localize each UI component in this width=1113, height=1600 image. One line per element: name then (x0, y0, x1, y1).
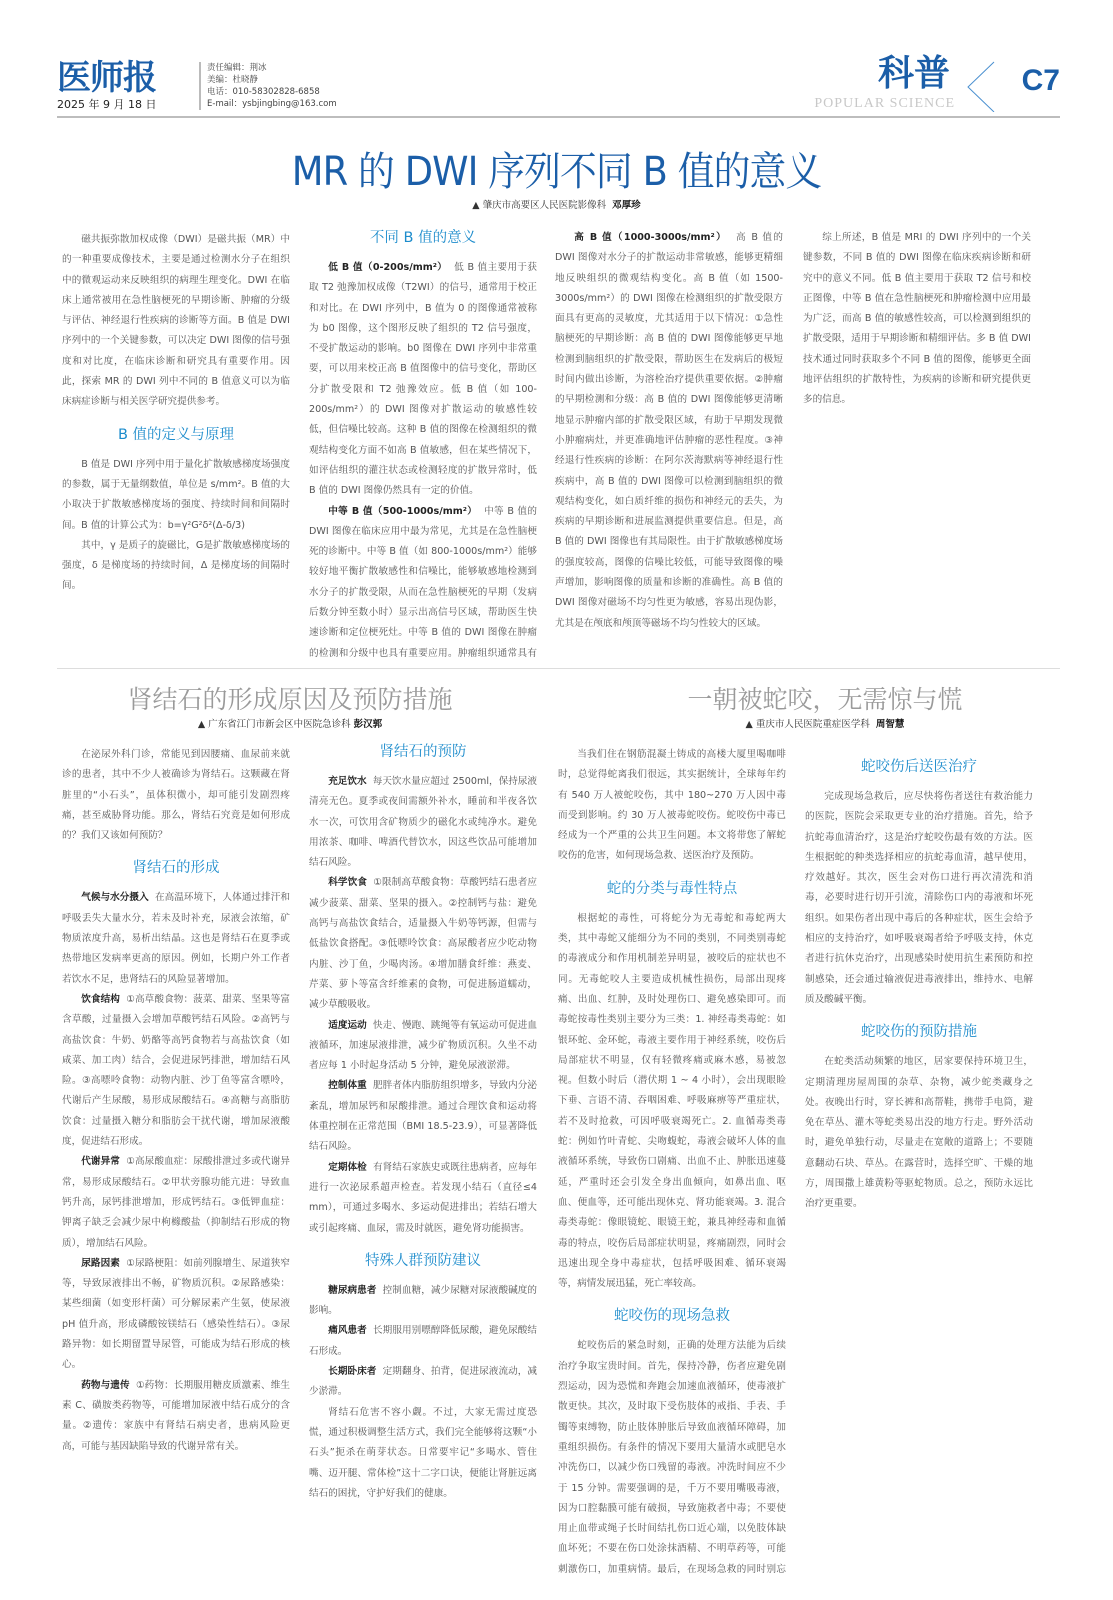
editor-line: 责任编辑：荆冰 (207, 63, 267, 73)
paragraph-lead: 尿路因素 (81, 1257, 120, 1269)
article1-col2 (309, 228, 537, 664)
editor-info (207, 62, 337, 110)
paragraph-text: 控制血糖，减少尿糖对尿液酸碱度的影响。 (309, 1284, 537, 1317)
paragraph-lead: 低 B 值（0-200s/mm²） (328, 262, 448, 273)
masthead (57, 53, 1060, 118)
paragraph-lead: 饮食结构 (81, 993, 120, 1005)
paragraph: 蛇咬伤后的紧急时刻，正确的处理方法能为后续治疗争取宝贵时间。首先，保持冷静，伤者应避免剧烈运动，因为恐慌和奔跑会加速血液循环，使毒液扩散更快。其次，及时取下受伤肢体的戒指、手表、手镯等束缚物，防止肢体肿胀后导致血液循环障碍，加重组织损伤。有条件的情况下要用大量清水或肥皂水冲洗伤口，以减少伤口残留的毒液。冲洗时间应不少于 15 分钟。需要强调的是，千万不要用嘴吸毒液，因为口腔黏膜可能有破损，导致施救者中毒；不要使用止血带或绳子长时间结扎伤口近心端，以免肢体缺血坏死；不要在伤口处涂抹酒精、不明草药等，可能刺激伤口，加重病情。最后，在现场急救的同时别忘 (558, 1340, 786, 1575)
article-divider (57, 668, 1060, 669)
subheading: 蛇咬伤后送医治疗 (861, 759, 977, 775)
paragraph-lead: 充足饮水 (328, 776, 367, 787)
paragraph (309, 1076, 537, 1157)
article2-title: 肾结石的形成原因及预防措施 (127, 685, 453, 714)
paragraph (62, 888, 290, 989)
subheading: 特殊人群预防建议 (365, 1252, 481, 1269)
byline-org: ▲ 肇庆市高要区人民医院影像科 (472, 200, 607, 211)
paragraph-lead: 控制体重 (328, 1080, 367, 1092)
subheading: 不同 B 值的意义 (369, 230, 477, 246)
paragraph-lead: 药物与遗传 (81, 1379, 130, 1391)
page-code: C7 (1021, 64, 1060, 97)
paragraph-lead: 痛风患者 (328, 1325, 367, 1337)
paragraph: 其中，γ 是质子的旋磁比，G是扩散敏感梯度场的强度，δ 是梯度场的持续时间，Δ 是梯度场的间隔时间。 (62, 539, 290, 592)
byline-author: 周智慧 (875, 719, 905, 730)
paragraph-lead: 长期卧床者 (328, 1366, 377, 1378)
article3-byline (590, 716, 1060, 730)
article1-col1 (62, 230, 290, 597)
paragraph (309, 772, 537, 873)
paragraph-text: ①尿路梗阻：如前列腺增生、尿道狭窄等，导致尿液排出不畅，矿物质沉积。②尿路感染：某些细菌（如变形杆菌）可分解尿素产生氨，使尿液 pH 值升高，形成磷酸铵镁结石（感染性结石）。③尿路异物：如长期留置导尿管，可能成为结石形成的核心。 (62, 1257, 290, 1371)
paragraph-text: 每天饮水量应超过 2500ml，保持尿液清亮无色。夏季或夜间需额外补水，睡前和半夜各饮水一次，可饮用含矿物质少的磁化水或纯净水。避免用浓茶、咖啡、啤酒代替饮水，因这些饮品可能增加结石风险。 (309, 776, 537, 869)
paragraph-lead: 适度运动 (328, 1019, 367, 1031)
article2-col1 (62, 745, 290, 1575)
paragraph-lead: 中等 B 值（500-1000s/mm²） (328, 505, 478, 517)
paragraph-text: 在高温环境下，人体通过排汗和呼吸丢失大量水分，若未及时补充，尿液会浓缩，矿物质浓度升高，易析出结晶。这也是肾结石在夏季或热带地区发病率更高的原因。例如，长期户外工作者若饮水不足，患肾结石的风险显著增加。 (62, 892, 290, 985)
editor-line: E-mail：ysbjingbing@163.com (207, 99, 337, 109)
paragraph (309, 1362, 537, 1403)
paragraph-lead: 定期体检 (328, 1161, 367, 1173)
paragraph (62, 990, 290, 1152)
paragraph: 综上所述，B 值是 MRI 的 DWI 序列中的一个关键参数，不同 B 值的 DWI 图像在临床疾病诊断和研究中的意义不同。低 B 值主要用于获取 T2 信号和校正图像，中等 B 值在急性脑梗死和肿瘤检测中应用最为广泛，而高 B 值的敏感性较高，可以检测到组织的扩散受限，适用于早期诊断和精细评估。多 B 值 DWI 技术通过同时获取多个不同 B 值的图像，能够更全面地评估组织的扩散特性，为疾病的诊断和研究提供更多的信息。 (803, 232, 1031, 406)
subheading: 肾结石的形成 (132, 860, 220, 877)
paragraph (62, 1152, 290, 1253)
article1-col3 (555, 228, 783, 664)
paragraph-text: ①高尿酸血症：尿酸排泄过多或代谢异常，易形成尿酸结石。②甲状旁腺功能亢进：导致血钙升高，尿钙排泄增加，形成钙结石。③低钾血症：钾离子缺乏会减少尿中枸橼酸盐（抑制结石形成的物质），增加结石风险。 (62, 1156, 290, 1249)
masthead-divider (199, 62, 201, 110)
paragraph: 在蛇类活动频繁的地区，居家要保持环境卫生，定期清理房屋周围的杂草、杂物，减少蛇类藏身之处。夜晚出行时，穿长裤和高帮鞋，携带手电筒，避免在草丛、灌木等蛇类易出没的地方行走。野外活动时，避免单独行动，尽量走在宽敞的道路上；不要随意翻动石块、草丛。在露营时，选择空旷、干燥的地方，周围撒上雄黄粉等驱蛇物质。总之，预防永远比治疗更重要。 (805, 1056, 1033, 1210)
subheading: 蛇咬伤的现场急救 (614, 1308, 730, 1325)
editor-line: 电话：010-58302828-6858 (207, 87, 320, 97)
paragraph-text: 高 B 值的 DWI 图像对水分子的扩散运动非常敏感，能够更精细地反映组织的微观结构变化。高 B 值（如 1500-3000s/mm²）的 DWI 图像在检测组织的扩散受限方面具有更高的灵敏度，尤其适用于以下情况：①急性脑梗死的早期诊断：高 B 值的 DWI 图像能够更早地检测到脑组织的扩散受限，帮助医生在发病后的极短时间内做出诊断，为溶栓治疗提供重要依据。②肿瘤的早期检测和分级：高 B 值的 DWI 图像能够更清晰地显示肿瘤内部的扩散受限区域，有助于早期发现微小肿瘤病灶，并更准确地评估肿瘤的恶性程度。③神经退行性疾病的诊断：在阿尔茨海默病等神经退行性疾病中，高 B 值的 DWI 图像可以检测到脑组织的微观结构变化，如白质纤维的损伤和神经元的丢失，为疾病的早期诊断和进展监测提供重要信息。但是，高 B 值的 DWI 图像也有其局限性。由于扩散敏感梯度场的强度较高，图像的信噪比较低，可能导致图像的噪声增加，影响图像的质量和诊断的准确性。高 B 值的 DWI 图像对磁场不均匀性更为敏感，容易出现伪影，尤其是在颅底和颅顶等磁场不均匀性较大的区域。 (555, 232, 783, 629)
paragraph-text: 有肾结石家族史或既往患病者，应每年进行一次泌尿系超声检查。若发现小结石（直径≤4 mm），可通过多喝水、多运动促进排出；若结石增大或引起疼痛、血尿，需及时就医，避免肾功能损害。 (309, 1161, 537, 1234)
subheading: B 值的定义与原理 (117, 426, 235, 443)
byline-author: 彭汉郭 (353, 719, 383, 730)
paragraph: 当我们住在钢筋混凝土铸成的高楼大厦里喝咖啡时，总觉得蛇离我们很远，其实据统计，全球每年约有 540 万人被蛇咬伤，其中 180~270 万人因中毒而受到影响。约 30 万人被毒蛇咬伤。蛇咬伤中毒已经成为一个严重的公共卫生问题。本文将带您了解蛇咬伤的危害，如何现场急救、送医治疗及预防。 (558, 749, 786, 862)
paragraph (62, 1254, 290, 1376)
paragraph-text: 定期翻身、拍背，促进尿液流动，减少淤滞。 (309, 1366, 537, 1398)
paragraph-text: ①药物：长期服用糖皮质激素、维生素 C、磺胺类药物等，可能增加尿液中结石成分的含量。②遗传：家族中有肾结石病史者，患病风险更高，可能与基因缺陷导致的代谢异常有关。 (62, 1379, 290, 1452)
article1-byline (0, 197, 1113, 211)
paragraph (555, 228, 783, 634)
paragraph (309, 873, 537, 1015)
paragraph-lead: 糖尿病患者 (328, 1284, 377, 1296)
paragraph-text: 低 B 值主要用于获取 T2 弛豫加权成像（T2WI）的信号，通常用于校正和对比。在 DWI 序列中，B 值为 0 的图像通常被称为 b0 图像，这个图形反映了组织的 T2 信号强度，不受扩散运动的影响。b0 图像在 DWI 序列中非常重要，可以用来校正高 B 值图像中的信号变化，帮助区分扩散受限和 T2 弛豫效应。低 B 值（如 100-200s/mm²）的 DWI 图像对扩散运动的敏感性较低，但信噪比较高。这种 B 值的图像在检测组织的微观结构变化方面不如高 B 值敏感，但在某些情况下，如评估组织的灌注状态或检测轻度的扩散异常时，低 B 值的 DWI 图像仍然具有一定的价值。 (309, 262, 537, 497)
paragraph: 根据蛇的毒性，可将蛇分为无毒蛇和毒蛇两大类，其中毒蛇又能细分为不同的类别，不同类别毒蛇的毒液成分和作用机制差异明显，被咬后的症状也不同。无毒蛇咬人主要造成机械性损伤，局部出现疼痛、出血、红肿，及时处理伤口、避免感染即可。而毒蛇按毒性类别主要分为三类：1. 神经毒类毒蛇：如银环蛇、金环蛇，毒液主要作用于神经系统，咬伤后局部症状不明显，仅有轻微疼痛或麻木感，易被忽视。但数小时后（潜伏期 1 ~ 4 小时），会出现眼睑下垂、言语不清、吞咽困难、呼吸麻痹等严重症状，若不及时抢救，可因呼吸衰竭死亡。2. 血循毒类毒蛇：例如竹叶青蛇、尖吻蝮蛇，毒液会破坏人体的血液循环系统，导致伤口剧痛、出血不止、肿胀迅速蔓延，严重时还会引发全身出血倾向，如鼻出血、呕血、便血等，还可能出现休克、肾功能衰竭。3. 混合毒类毒蛇：像眼镜蛇、眼镜王蛇，兼具神经毒和血循毒的特点，咬伤后局部症状明显，疼痛剧烈，同时会迅速出现全身中毒症状，包括呼吸困难、循环衰竭等，病情发展迅猛，死亡率较高。 (558, 912, 786, 1290)
paragraph (62, 1376, 290, 1457)
article3-col2 (805, 745, 1033, 1575)
paragraph-lead: 气候与水分摄入 (81, 892, 149, 904)
paragraph (309, 1321, 537, 1362)
paragraph (309, 1281, 537, 1322)
paragraph-text: 中等 B 值的 DWI 图像在临床应用中最为常见，尤其是在急性脑梗死的诊断中。中等 B 值（如 800-1000s/mm²）能够较好地平衡扩散敏感性和信噪比，能够敏感地检测到水分子的扩散受限，从而在急性脑梗死的早期（发病后数分钟至数小时）显示出高信号区域，帮助医生快速诊断和定位梗死灶。中等 B 值的 DWI 图像在肿瘤的检测和分级中也具有重要应用。肿瘤组织通常具有 (309, 505, 537, 659)
chevron-left-icon (960, 60, 1000, 112)
byline-author: 邓厚珍 (612, 200, 641, 211)
paragraph: 磁共振弥散加权成像（DWI）是磁共振（MR）中的一种重要成像技术，主要是通过检测水分子在组织中的微观运动来反映组织的病理生理变化。DWI 在临床上通常被用在急性脑梗死的早期诊断、肿瘤的分级与评估、神经退行性疾病的诊断等方面。B 值是 DWI 序列中的一个关键参数，可以决定 DWI 图像的信号强度和对比度，在临床诊断和研究具有重要作用。因此，探索 MR 的 DWI 列中不同的 B 值意义可以为临床病症诊断与相关医学研究提供参考。 (62, 234, 290, 408)
article1-col4 (803, 228, 1031, 664)
article3-title: 一朝被蛇咬，无需惊与慌 (687, 685, 963, 714)
issue-date: 2025 年 9 月 18 日 (57, 98, 157, 111)
newspaper-logo: 医师报 (57, 58, 156, 98)
article1-title: MR 的 DWI 序列不同 B 值的意义 (291, 149, 822, 195)
paragraph: 肾结石危害不容小觑。不过，大家无需过度恐慌，通过积极调整生活方式，我们完全能够将这颗“小石头”扼杀在萌芽状态。日常要牢记“多喝水、管住嘴、迈开腿、常体检”这十二字口诀，便能让肾脏远离结石的困扰，守护好我们的健康。 (309, 1406, 537, 1499)
section-title-en: POPULAR SCIENCE (814, 96, 955, 111)
subheading: 蛇咬伤的预防措施 (861, 1024, 977, 1041)
article2-byline (60, 716, 520, 730)
paragraph: 完成现场急救后，应尽快将伤者送往有救治能力的医院，医院会采取更专业的治疗措施。首先，给予抗蛇毒血清治疗，这是治疗蛇咬伤最有效的方法。医生根据蛇的种类选择相应的抗蛇毒血清，越早使用，疗效越好。其次，医生会对伤口进行再次清洗和消毒，必要时进行切开引流，清除伤口内的毒液和坏死组织。如果伤者出现中毒后的各种症状，医生会给予相应的支持治疗，如呼吸衰竭者给予呼吸支持，休克者进行抗休克治疗，出现感染时使用抗生素预防和控制感染，还会通过输液促进毒液排出，维持水、电解质及酸碱平衡。 (805, 791, 1033, 1005)
paragraph (309, 1158, 537, 1239)
paragraph-text: 长期服用别嘌醇降低尿酸，避免尿酸结石形成。 (309, 1325, 537, 1357)
paragraph: 在泌尿外科门诊，常能见到因腰痛、血尿前来就诊的患者，其中不少人被确诊为肾结石。这颗藏在肾脏里的“小石头”，虽体积微小，却可能引发剧烈疼痛，甚至威胁肾功能。那么，肾结石究竟是如何形成的？我们又该如何预防？ (62, 749, 290, 842)
paragraph (309, 258, 537, 502)
paragraph-lead: 代谢异常 (81, 1156, 120, 1168)
subheading: 肾结石的预防 (379, 744, 467, 760)
paragraph-lead: 科学饮食 (328, 877, 367, 889)
editor-line: 美编：杜晓静 (207, 75, 259, 85)
article3-col1 (558, 745, 786, 1575)
byline-org: ▲ 重庆市人民医院重症医学科 (745, 719, 870, 730)
paragraph-text: 快走、慢跑、跳绳等有氧运动可促进血液循环，加速尿液排泄，减少矿物质沉积。久坐不动者应每 1 小时起身活动 5 分钟，避免尿液淤滞。 (309, 1019, 537, 1072)
subheading: 蛇的分类与毒性特点 (606, 880, 738, 897)
paragraph-text: ①限制高草酸食物：草酸钙结石患者应减少菠菜、甜菜、坚果的摄入。②控制钙与盐：避免高钙与高盐饮食结合，适量摄入牛奶等钙源，但需与低盐饮食搭配。③低嘌呤饮食：高尿酸者应少吃动物内脏、沙丁鱼，少喝肉汤。④增加膳食纤维：燕麦、芹菜、萝卜等富含纤维素的食物，可促进肠道蠕动，减少草酸吸收。 (309, 877, 537, 1011)
byline-org: ▲ 广东省江门市新会区中医院急诊科 (197, 719, 351, 730)
paragraph-text: 肥胖者体内脂肪组织增多，导致内分泌紊乱，增加尿钙和尿酸排泄。通过合理饮食和运动将体重控制在正常范围（BMI 18.5-23.9），可显著降低结石风险。 (309, 1080, 537, 1153)
paragraph-lead: 高 B 值（1000-3000s/mm²） (574, 232, 728, 243)
article2-col2 (309, 730, 537, 1575)
paragraph (309, 502, 537, 664)
paragraph: B 值是 DWI 序列中用于量化扩散敏感梯度场强度的参数，属于无量纲数值，单位是 s/mm²。B 值的大小取决于扩散敏感梯度场的强度、持续时间和间隔时间。B 值的计算公式为：b=γ²G²δ²(Δ-δ/3) (62, 458, 290, 531)
paragraph-text: ①高草酸食物：菠菜、甜菜、坚果等富含草酸，过量摄入会增加草酸钙结石风险。②高钙与高盐饮食：牛奶、奶酪等高钙食物若与高盐饮食（如咸菜、加工肉）结合，会促进尿钙排泄，增加结石风险。③高嘌呤食物：动物内脏、沙丁鱼等富含嘌呤，代谢后产生尿酸，易形成尿酸结石。④高糖与高脂肪饮食：过量摄入糖分和脂肪会干扰代谢，增加尿液酸度，促进结石形成。 (62, 993, 290, 1148)
section-title: 科普 (877, 53, 950, 94)
paragraph (309, 1016, 537, 1077)
